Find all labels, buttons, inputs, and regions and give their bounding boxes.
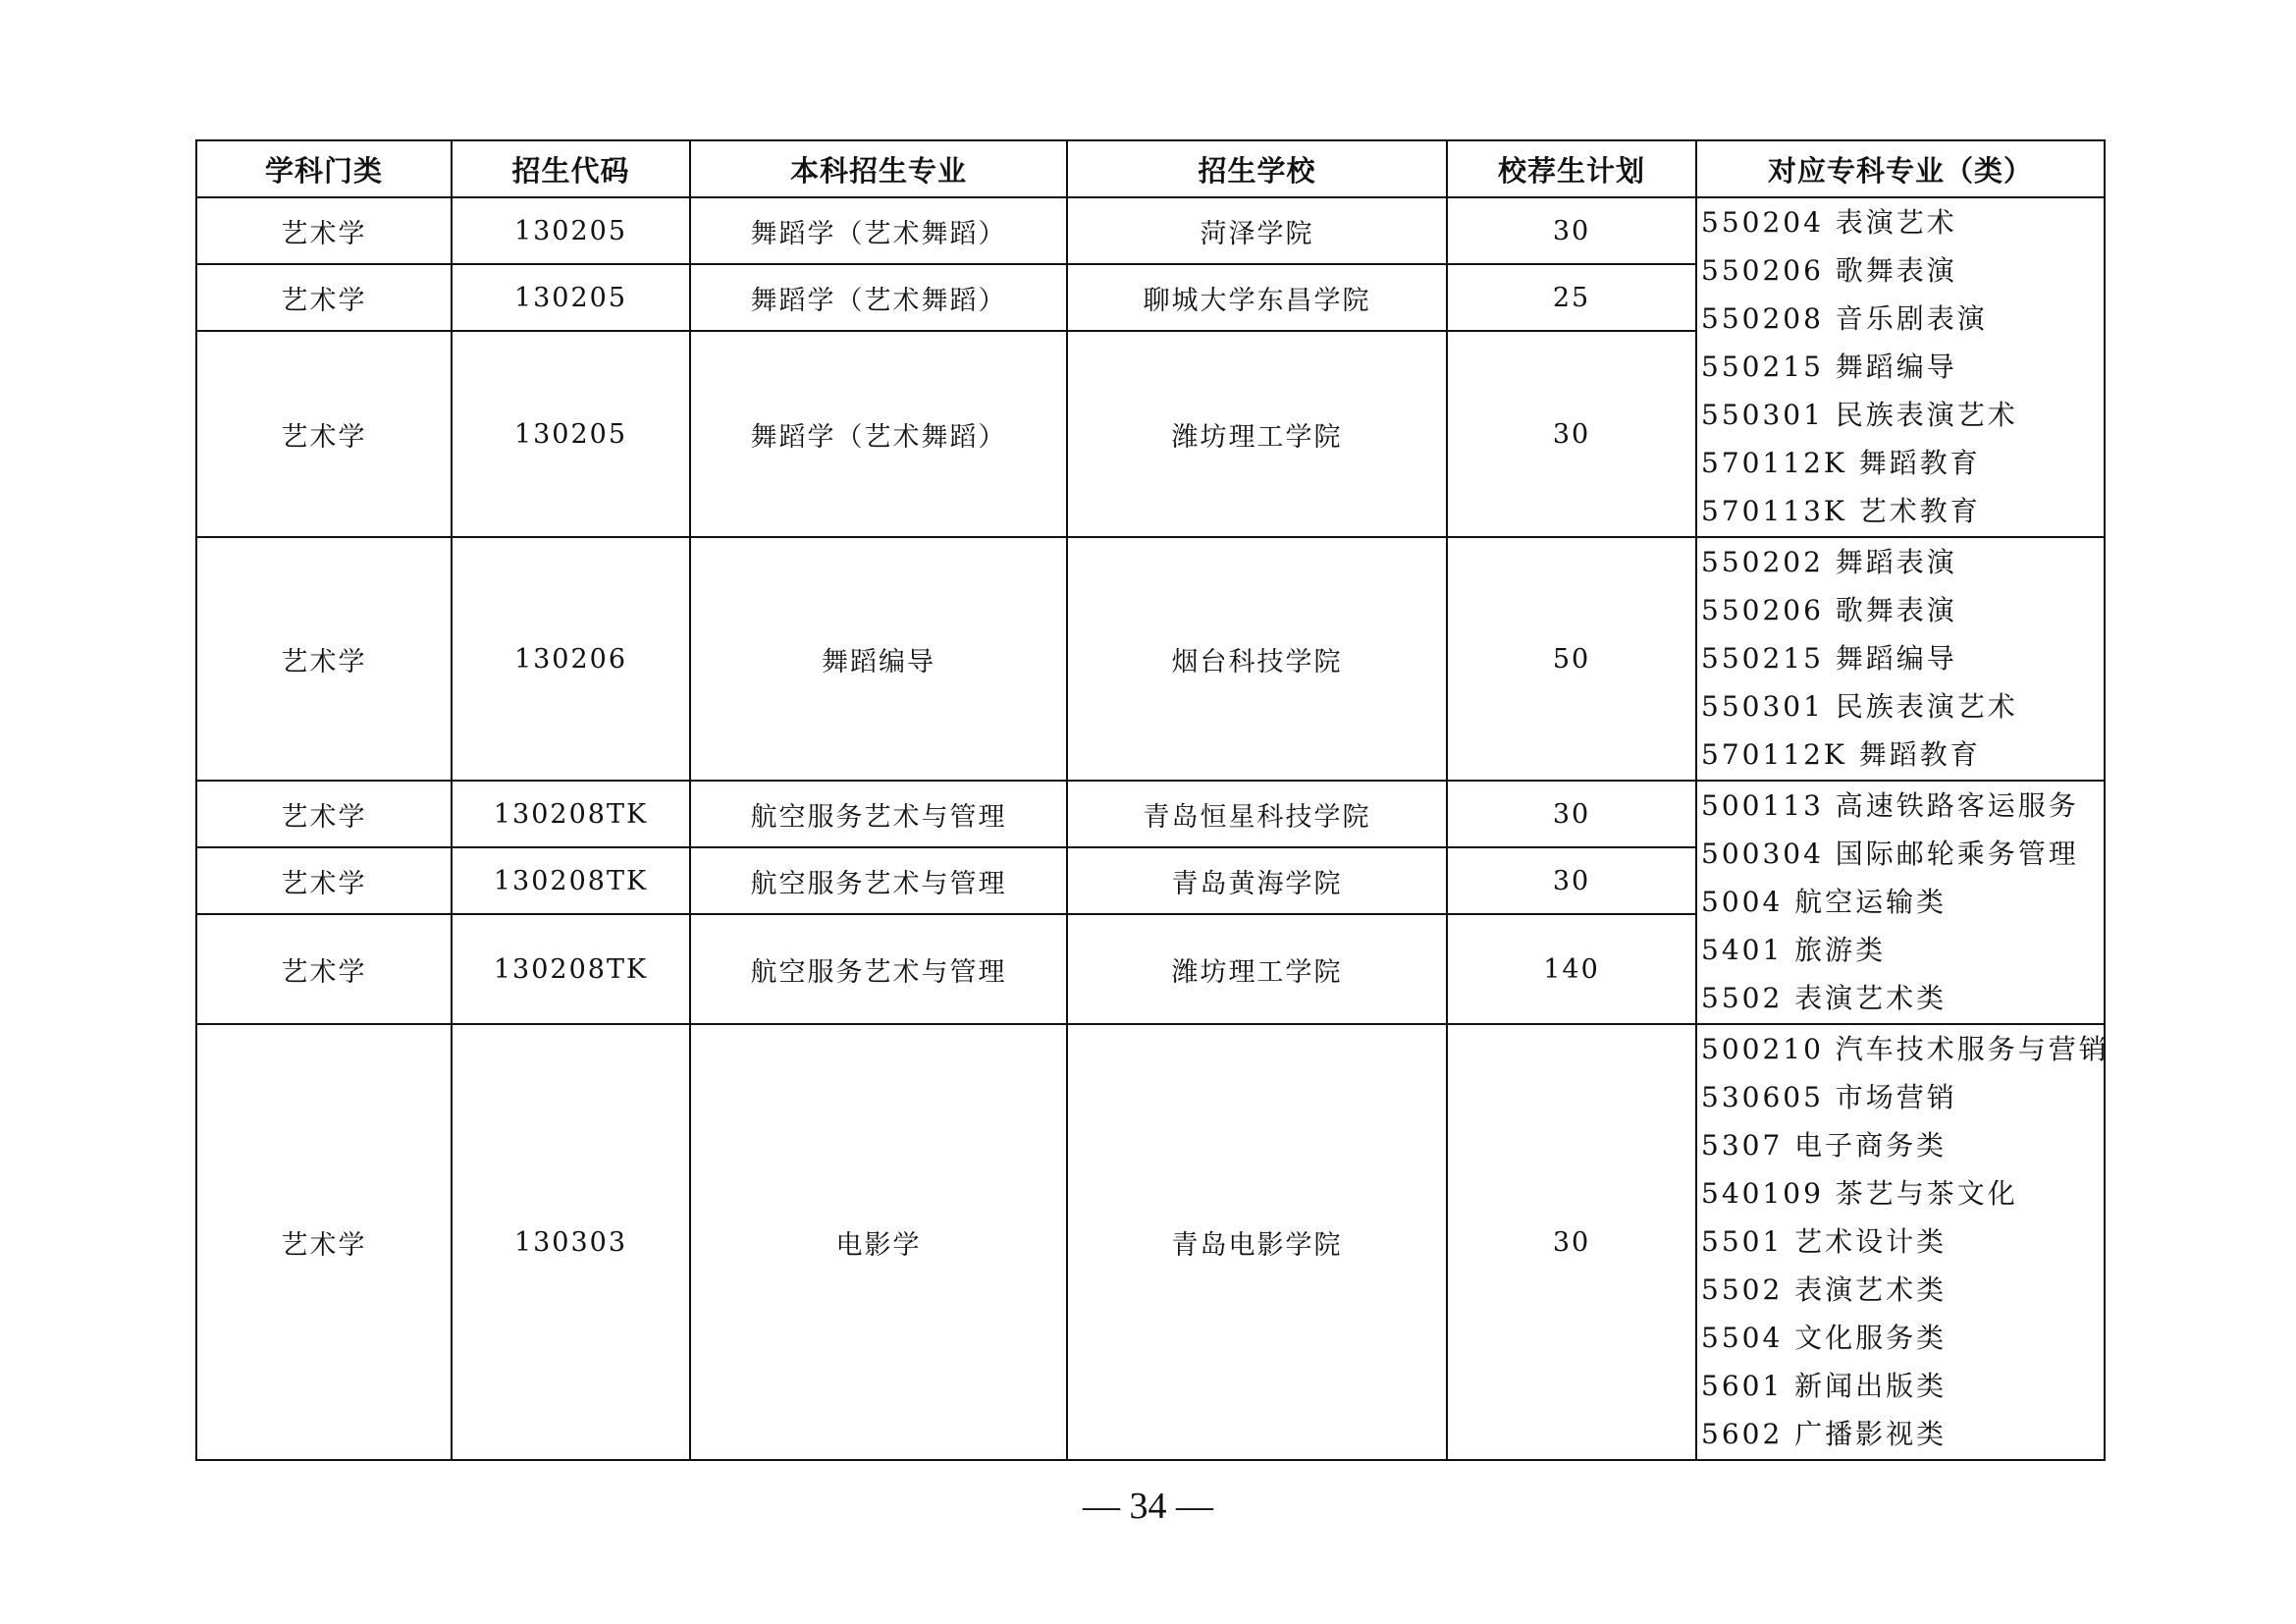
specialty-item: 500304 国际邮轮乘务管理	[1701, 838, 2079, 870]
school-cell: 青岛电影学院	[1067, 1024, 1447, 1460]
code-cell: 130303	[452, 1024, 690, 1460]
specialty-item: 550215 舞蹈编导	[1701, 642, 1957, 675]
specialty-item: 5504 文化服务类	[1701, 1322, 1948, 1354]
plan-cell: 25	[1447, 264, 1696, 331]
school-cell: 烟台科技学院	[1067, 537, 1447, 781]
major-cell: 舞蹈学（艺术舞蹈）	[690, 331, 1067, 537]
major-cell: 舞蹈学（艺术舞蹈）	[690, 197, 1067, 264]
plan-cell: 50	[1447, 537, 1696, 781]
header-specialty: 对应专科专业（类）	[1696, 140, 2105, 197]
table-row	[196, 537, 2105, 781]
header-plan: 校荐生计划	[1447, 140, 1696, 197]
school-cell: 潍坊理工学院	[1067, 914, 1447, 1024]
category-cell: 艺术学	[196, 1024, 452, 1460]
school-cell: 菏泽学院	[1067, 197, 1447, 264]
specialty-item: 550204 表演艺术	[1701, 206, 1957, 239]
category-cell: 艺术学	[196, 781, 452, 847]
category-cell: 艺术学	[196, 537, 452, 781]
school-cell: 青岛恒星科技学院	[1067, 781, 1447, 847]
specialty-cell	[1696, 197, 2105, 537]
specialty-item: 550206 歌舞表演	[1701, 254, 1957, 287]
specialty-item: 530605 市场营销	[1701, 1081, 1957, 1113]
major-cell: 舞蹈学（艺术舞蹈）	[690, 264, 1067, 331]
category-cell: 艺术学	[196, 847, 452, 914]
plan-cell: 30	[1447, 1024, 1696, 1460]
plan-cell: 30	[1447, 847, 1696, 914]
code-cell: 130206	[452, 537, 690, 781]
major-cell: 航空服务艺术与管理	[690, 914, 1067, 1024]
specialty-item: 5502 表演艺术类	[1701, 1273, 1948, 1306]
specialty-item: 550202 舞蹈表演	[1701, 546, 1957, 578]
major-cell: 航空服务艺术与管理	[690, 847, 1067, 914]
enrollment-table	[195, 139, 2109, 1461]
code-cell: 130205	[452, 331, 690, 537]
major-cell: 航空服务艺术与管理	[690, 781, 1067, 847]
major-cell: 电影学	[690, 1024, 1067, 1460]
specialty-item: 540109 茶艺与茶文化	[1701, 1177, 2018, 1210]
code-cell: 130205	[452, 264, 690, 331]
category-cell: 艺术学	[196, 264, 452, 331]
specialty-item: 550208 音乐剧表演	[1701, 302, 1988, 335]
specialty-item: 5602 广播影视类	[1701, 1418, 1948, 1450]
plan-cell: 140	[1447, 914, 1696, 1024]
code-cell: 130208TK	[452, 781, 690, 847]
specialty-item: 5401 旅游类	[1701, 934, 1887, 966]
plan-cell: 30	[1447, 331, 1696, 537]
code-cell: 130205	[452, 197, 690, 264]
code-cell: 130208TK	[452, 847, 690, 914]
header-school: 招生学校	[1067, 140, 1447, 197]
plan-cell: 30	[1447, 197, 1696, 264]
specialty-item: 550215 舞蹈编导	[1701, 351, 1957, 383]
specialty-item: 5601 新闻出版类	[1701, 1370, 1948, 1402]
school-cell: 潍坊理工学院	[1067, 331, 1447, 537]
specialty-item: 570112K 舞蹈教育	[1701, 447, 1981, 479]
category-cell: 艺术学	[196, 914, 452, 1024]
header-code: 招生代码	[452, 140, 690, 197]
specialty-item: 570113K 艺术教育	[1701, 495, 1981, 527]
code-cell: 130208TK	[452, 914, 690, 1024]
specialty-cell	[1696, 781, 2105, 1024]
header-major: 本科招生专业	[690, 140, 1067, 197]
table-row	[196, 197, 2105, 264]
school-cell: 聊城大学东昌学院	[1067, 264, 1447, 331]
plan-cell: 30	[1447, 781, 1696, 847]
specialty-cell	[1696, 1024, 2109, 1460]
specialty-item: 550301 民族表演艺术	[1701, 690, 2018, 723]
page-number: — 34 —	[1083, 1486, 1213, 1527]
table-row	[196, 781, 2105, 847]
header-row	[196, 140, 2105, 197]
header-category: 学科门类	[196, 140, 452, 197]
specialty-item: 500113 高速铁路客运服务	[1701, 789, 2079, 822]
category-cell: 艺术学	[196, 197, 452, 264]
specialty-item: 5501 艺术设计类	[1701, 1225, 1948, 1258]
specialty-item: 5004 航空运输类	[1701, 886, 1948, 918]
specialty-item: 570112K 舞蹈教育	[1701, 738, 1981, 771]
specialty-item: 550301 民族表演艺术	[1701, 399, 2018, 431]
category-cell: 艺术学	[196, 331, 452, 537]
specialty-cell	[1696, 537, 2105, 781]
specialty-item: 5307 电子商务类	[1701, 1129, 1948, 1162]
school-cell: 青岛黄海学院	[1067, 847, 1447, 914]
specialty-item: 5502 表演艺术类	[1701, 982, 1948, 1014]
table-row	[196, 1024, 2105, 1460]
specialty-item: 550206 歌舞表演	[1701, 594, 1957, 626]
major-cell: 舞蹈编导	[690, 537, 1067, 781]
specialty-item: 500210 汽车技术服务与营销	[1701, 1033, 2109, 1065]
